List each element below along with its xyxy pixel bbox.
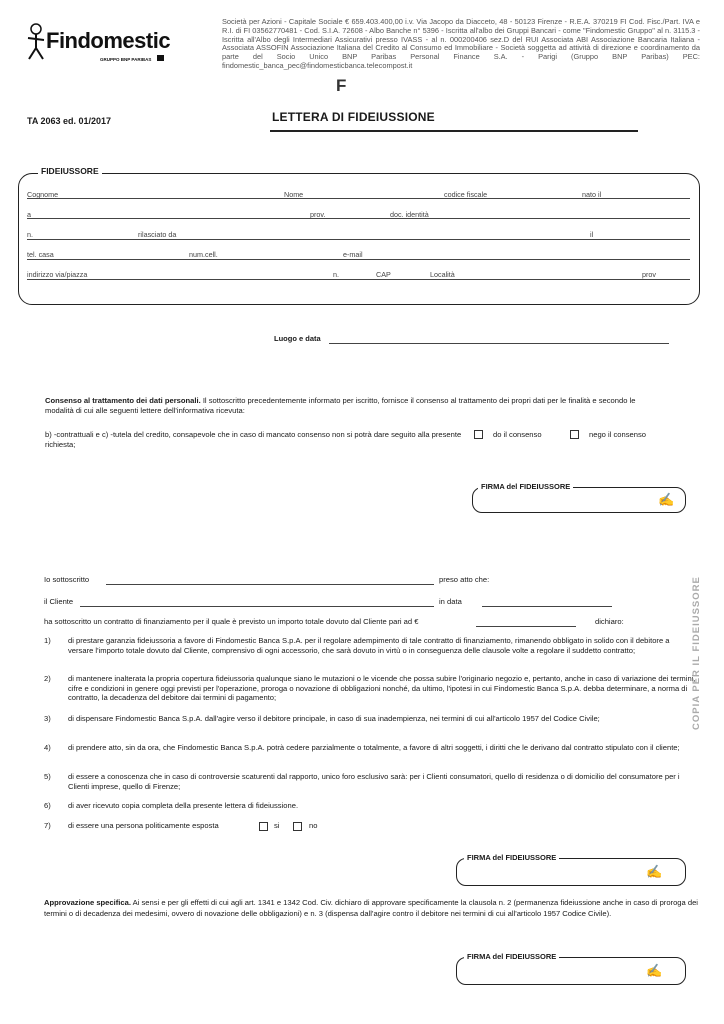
- il-label: il: [590, 230, 594, 239]
- consenso-b-text: b) -contrattuali e c) -tutela del credito, consapevole che in caso di mancato consenso non si potrà dare seguito alla presente richiesta;: [45, 430, 462, 449]
- importo-field[interactable]: [476, 626, 576, 627]
- item-4-number: 4): [44, 743, 51, 752]
- item-3-number: 3): [44, 714, 51, 723]
- in-data-field[interactable]: [482, 606, 612, 607]
- item-1-text: di prestare garanzia fideiussoria a favore di Findomestic Banca S.p.A. per il regolare adempimento di tale contratto di finanziamento, rimanendo obbligato in solido con il debitore a versare l'importo totale dovuto dal Cliente, comprensivo di ogni accessorio, che sarà dovuto in virtù o in conseguenza delle clausole volte a regolare il suddetto contratto;: [68, 636, 670, 655]
- letter-f: F: [336, 76, 347, 95]
- nome-label: Nome: [284, 190, 304, 199]
- preso-atto-label: preso atto che:: [439, 575, 490, 584]
- do-consenso-label: do il consenso: [493, 430, 542, 439]
- approvazione-text: Ai sensi e per gli effetti di cui agli art. 1341 e 1342 Cod. Civ. dichiaro di approvare specificamente la clausola n. 2 (permanenza fideiussione anche in caso di proroga dei termini o di decadenza dei medesimi, ovvero di novazione delle obbligazioni) e n. 3 (dispensa dall'agire contro il debitore nei termini di cui all'articolo 1957 Codice Civile).: [44, 898, 698, 918]
- sottoscritto-label: Io sottoscritto: [44, 575, 90, 584]
- prov-label: prov.: [310, 210, 326, 219]
- in-data-label: in data: [439, 597, 462, 606]
- nego-consenso-checkbox[interactable]: [570, 430, 579, 439]
- item-6-number: 6): [44, 801, 51, 810]
- a-label: a: [27, 210, 31, 219]
- firma-label-2: FIRMA del FIDEIUSSORE: [464, 853, 559, 862]
- item-6-text: di aver ricevuto copia completa della presente lettera di fideiussione.: [68, 801, 299, 810]
- firma-label-1: FIRMA del FIDEIUSSORE: [478, 482, 573, 491]
- item-5-number: 5): [44, 772, 51, 781]
- item-7-text: di essere una persona politicamente esposta: [68, 821, 219, 830]
- page-title: LETTERA DI FIDEIUSSIONE: [272, 110, 435, 124]
- luogo-data-label: Luogo e data: [274, 334, 321, 343]
- cliente-field[interactable]: [80, 606, 434, 607]
- brand-name: Findomestic: [46, 28, 171, 53]
- pep-no-label: no: [309, 821, 318, 830]
- rilasciato-da-label: rilasciato da: [138, 230, 177, 239]
- doc-code: TA 2063 ed. 01/2017: [27, 116, 112, 126]
- pep-no-checkbox[interactable]: [293, 822, 302, 831]
- item-2-number: 2): [44, 674, 51, 683]
- fideiussore-title: FIDEIUSSORE: [38, 166, 102, 176]
- approvazione-heading: Approvazione specifica.: [44, 898, 131, 907]
- brand-group: GRUPPO BNP PARIBAS: [100, 57, 152, 62]
- item-3-text: di dispensare Findomestic Banca S.p.A. dall'agire verso il debitore principale, in caso di sua inadempienza, nei termini di cui all'articolo 1957 del Codice Civile;: [68, 714, 600, 723]
- side-copy-text: COPIA PER IL FIDEIUSSORE: [691, 576, 702, 730]
- cliente-label: il Cliente: [44, 597, 74, 606]
- item-5-text: di essere a conoscenza che in caso di controversie scaturenti dal rapporto, unico foro esclusivo sarà: per i Clienti consumatori, quello di residenza o di domicilio del consumatore per i Clienti imprese, quello di Firenze;: [68, 772, 680, 791]
- email-label: e-mail: [343, 250, 363, 259]
- consenso-text: Il sottoscritto precedentemente informato per iscritto, fornisce il consenso al trattamento dei propri dati per le finalità e secondo le modalità di cui alle seguenti lettere dell'informativa ricevuta:: [45, 396, 636, 415]
- item-1-number: 1): [44, 636, 51, 645]
- pen-icon: ✍: [646, 864, 663, 879]
- bnp-mark-icon: [157, 55, 164, 61]
- item-7-number: 7): [44, 821, 51, 830]
- indirizzo-label: indirizzo via/piazza: [27, 270, 88, 279]
- contratto-text: ha sottoscritto un contratto di finanziamento per il quale è previsto un importo totale dovuto dal Cliente pari ad €: [44, 617, 419, 626]
- prov2-label: prov: [642, 270, 656, 279]
- localita-label: Località: [430, 270, 455, 279]
- company-info: Società per Azioni - Capitale Sociale € 659.403.400,00 i.v. Via Jacopo da Diacceto, 48 - 50123 Firenze - R.E.A. 370219 FI Cod. Fisc./Part. IVA e R.I. di FI 03562770481 - Cod. S.I.A. 72608 - Albo Banche n° 5396 - Iscritta all'albo dei Gruppi Bancari - come "Findomestic Gruppo" al n. 3115.3 - Iscritta all'Albo degli Intermediari Assicurativi presso IVASS - al n. 000200406 sez.D del RUI Associata ABI Associazione Bancaria Italiana - Associata ASSOFIN Associazione Italiana del Credito al Consumo ed Immobiliare - Società soggetta ad attività di direzione e coordinamento da parte del Socio Unico BNP Paribas Personal Finance S.A. - Parigi (Gruppo BNP Paribas) PEC: findomestic_banca_pec@findomesticbanca.telecompost.it: [222, 17, 700, 70]
- n-label: n.: [27, 230, 33, 239]
- cognome-field[interactable]: [27, 198, 690, 199]
- item-4-text: di prendere atto, sin da ora, che Findomestic Banca S.p.A. potrà cedere parzialmente o totalmente, a favore di altri soggetti, i diritti che le derivano dal contratto stipulato con il cliente;: [68, 743, 680, 752]
- codice-fiscale-label: codice fiscale: [444, 190, 488, 199]
- contatti-field[interactable]: [27, 259, 690, 260]
- tel-casa-label: tel. casa: [27, 250, 54, 259]
- title-underline: [270, 130, 638, 132]
- indirizzo-field[interactable]: [27, 279, 690, 280]
- pep-si-checkbox[interactable]: [259, 822, 268, 831]
- nato-il-label: nato il: [582, 190, 602, 199]
- dichiaro-label: dichiaro:: [595, 617, 624, 626]
- nego-consenso-label: nego il consenso: [589, 430, 646, 439]
- cap-label: CAP: [376, 270, 391, 279]
- firma-label-3: FIRMA del FIDEIUSSORE: [464, 952, 559, 961]
- side-copy-label: [691, 570, 705, 730]
- luogo-nascita-field[interactable]: [27, 218, 690, 219]
- item-2-text: di mantenere inalterata la propria copertura fideiussoria qualunque siano le mutazioni o le vicende che possa subire l'originario negozio e, pertanto, anche in caso di variazione dei termini, cifre e condizioni in genere oggi previsti per l'operazione, proroga o novazione di obbligazioni nonché, da ultimo, l'ipotesi in cui Findomestic Banca S.p.A. debba determinare, a norma di contratto, la decadenza del debitore dai termini di pagamento;: [68, 674, 696, 703]
- luogo-data-field[interactable]: [329, 343, 669, 344]
- approvazione-paragraph: [44, 898, 700, 919]
- pep-si-label: si: [274, 821, 280, 830]
- pen-icon: ✍: [658, 492, 675, 507]
- documento-field[interactable]: [27, 239, 690, 240]
- sottoscritto-field[interactable]: [106, 584, 434, 585]
- pen-icon: ✍: [646, 963, 663, 978]
- consenso-heading: Consenso al trattamento dei dati personali.: [45, 396, 201, 405]
- do-consenso-checkbox[interactable]: [474, 430, 483, 439]
- consenso-paragraph: [45, 396, 665, 415]
- civico-label: n.: [333, 270, 339, 279]
- num-cell-label: num.cell.: [189, 250, 218, 259]
- doc-identita-label: doc. identità: [390, 210, 429, 219]
- cognome-label: Cognome: [27, 190, 59, 199]
